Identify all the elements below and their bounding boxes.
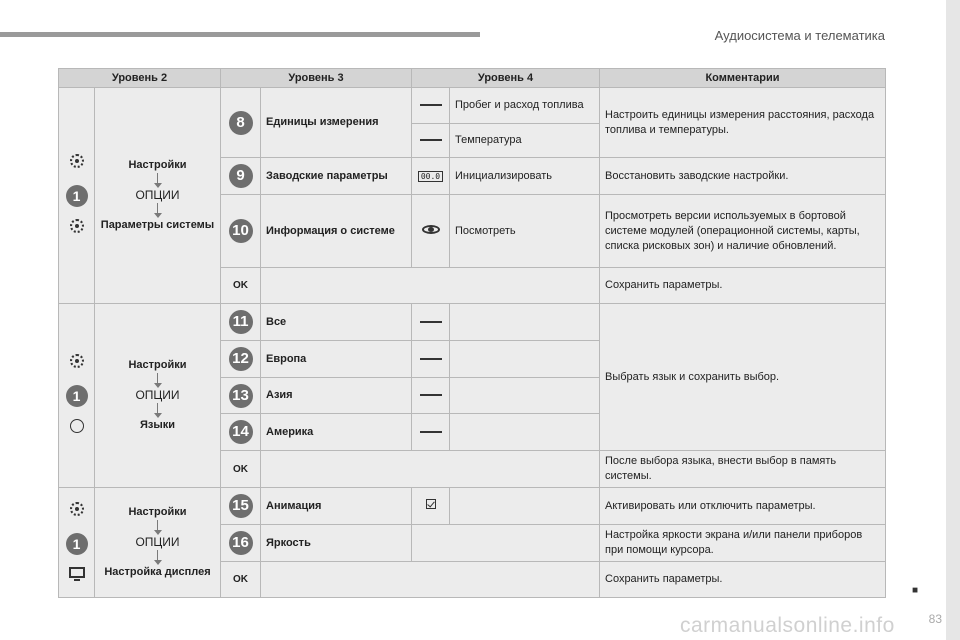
- comment-animation: Активировать или отключить параметры.: [600, 488, 886, 525]
- option-icon: [420, 139, 442, 141]
- header-bar: [0, 32, 480, 37]
- comment-info: Просмотреть версии используемых в бортовой системе модулей (операционной системы, карты, списка рисковых зон) и наличие обновлений.: [600, 195, 886, 268]
- step-badge: 1: [66, 385, 88, 407]
- option-icon: [420, 358, 442, 360]
- step-badge: 1: [66, 533, 88, 555]
- system-settings-icon: [70, 219, 84, 233]
- section-marker: ■: [911, 585, 918, 596]
- watermark: carmanualsonline.info: [680, 614, 895, 637]
- level2-top: Настройки: [128, 506, 187, 518]
- step-badge-12: 12: [229, 347, 253, 371]
- section-icons: [59, 88, 95, 304]
- step-badge-13: 13: [229, 384, 253, 408]
- step-badge-16: 16: [229, 531, 253, 555]
- sub-view: Посмотреть: [450, 195, 600, 268]
- ok-label: OK: [221, 268, 261, 304]
- level2-middle: ОПЦИИ: [135, 188, 180, 202]
- sub-temperature: Температура: [450, 124, 600, 158]
- header-level2: Уровень 2: [59, 69, 221, 88]
- comment-language: Выбрать язык и сохранить выбор.: [600, 304, 886, 451]
- sub-mileage: Пробег и расход топлива: [450, 88, 600, 124]
- comment-units: Настроить единицы измерения расстояния, расхода топлива и температуры.: [600, 88, 886, 158]
- header-level3: Уровень 3: [221, 69, 412, 88]
- comment-save: Сохранить параметры.: [600, 268, 886, 304]
- level2-bottom: Настройка дисплея: [104, 566, 211, 578]
- level2-path: [95, 88, 221, 304]
- header-comments: Комментарии: [600, 69, 886, 88]
- option-icon: [420, 431, 442, 433]
- table-header-row: [59, 69, 886, 88]
- param-animation: Анимация: [261, 488, 412, 525]
- option-icon: [420, 104, 442, 106]
- option-icon: [420, 321, 442, 323]
- level2-bottom: Языки: [139, 419, 176, 431]
- comment-save-display: Сохранить параметры.: [600, 562, 886, 598]
- param-all: Все: [261, 304, 412, 341]
- param-info: Информация о системе: [261, 195, 412, 268]
- page-edge: [946, 0, 960, 640]
- checkbox-icon: [426, 499, 436, 509]
- settings-icon: [70, 354, 84, 368]
- step-badge-9: 9: [229, 164, 253, 188]
- section-icons: [59, 488, 95, 598]
- level2-top: Настройки: [128, 159, 187, 171]
- param-america: Америка: [261, 414, 412, 451]
- level2-path: [95, 488, 221, 598]
- comment-factory: Восстановить заводские настройки.: [600, 158, 886, 195]
- display-icon: [69, 567, 85, 578]
- param-europe: Европа: [261, 341, 412, 378]
- language-icon: [70, 419, 84, 433]
- step-badge-14: 14: [229, 420, 253, 444]
- header-level4: Уровень 4: [412, 69, 600, 88]
- settings-table: [58, 68, 886, 598]
- step-badge-8: 8: [229, 111, 253, 135]
- param-factory: Заводские параметры: [261, 158, 412, 195]
- section-title: Аудиосистема и телематика: [714, 28, 885, 43]
- option-icon: [420, 394, 442, 396]
- step-badge-15: 15: [229, 494, 253, 518]
- ok-label: OK: [221, 451, 261, 488]
- ok-label: OK: [221, 562, 261, 598]
- table-row: [59, 304, 886, 341]
- view-icon: [422, 225, 440, 234]
- level2-bottom: Параметры системы: [100, 219, 215, 231]
- step-badge-10: 10: [229, 219, 253, 243]
- level2-path: [95, 304, 221, 488]
- section-icons: [59, 304, 95, 488]
- param-units: Единицы измерения: [261, 88, 412, 158]
- comment-save-language: После выбора языка, внести выбор в память системы.: [600, 451, 886, 488]
- level2-middle: ОПЦИИ: [135, 388, 180, 402]
- settings-icon: [70, 154, 84, 168]
- comment-brightness: Настройка яркости экрана и/или панели приборов при помощи курсора.: [600, 525, 886, 562]
- level2-middle: ОПЦИИ: [135, 535, 180, 549]
- reset-icon: 00.0: [418, 171, 443, 182]
- level2-top: Настройки: [128, 359, 187, 371]
- table-row: [59, 88, 886, 124]
- sub-initialize: Инициализировать: [450, 158, 600, 195]
- step-badge-11: 11: [229, 310, 253, 334]
- page-number: 83: [928, 612, 942, 626]
- step-badge: 1: [66, 185, 88, 207]
- param-asia: Азия: [261, 378, 412, 414]
- settings-icon: [70, 502, 84, 516]
- param-brightness: Яркость: [261, 525, 412, 562]
- table-row: [59, 488, 886, 525]
